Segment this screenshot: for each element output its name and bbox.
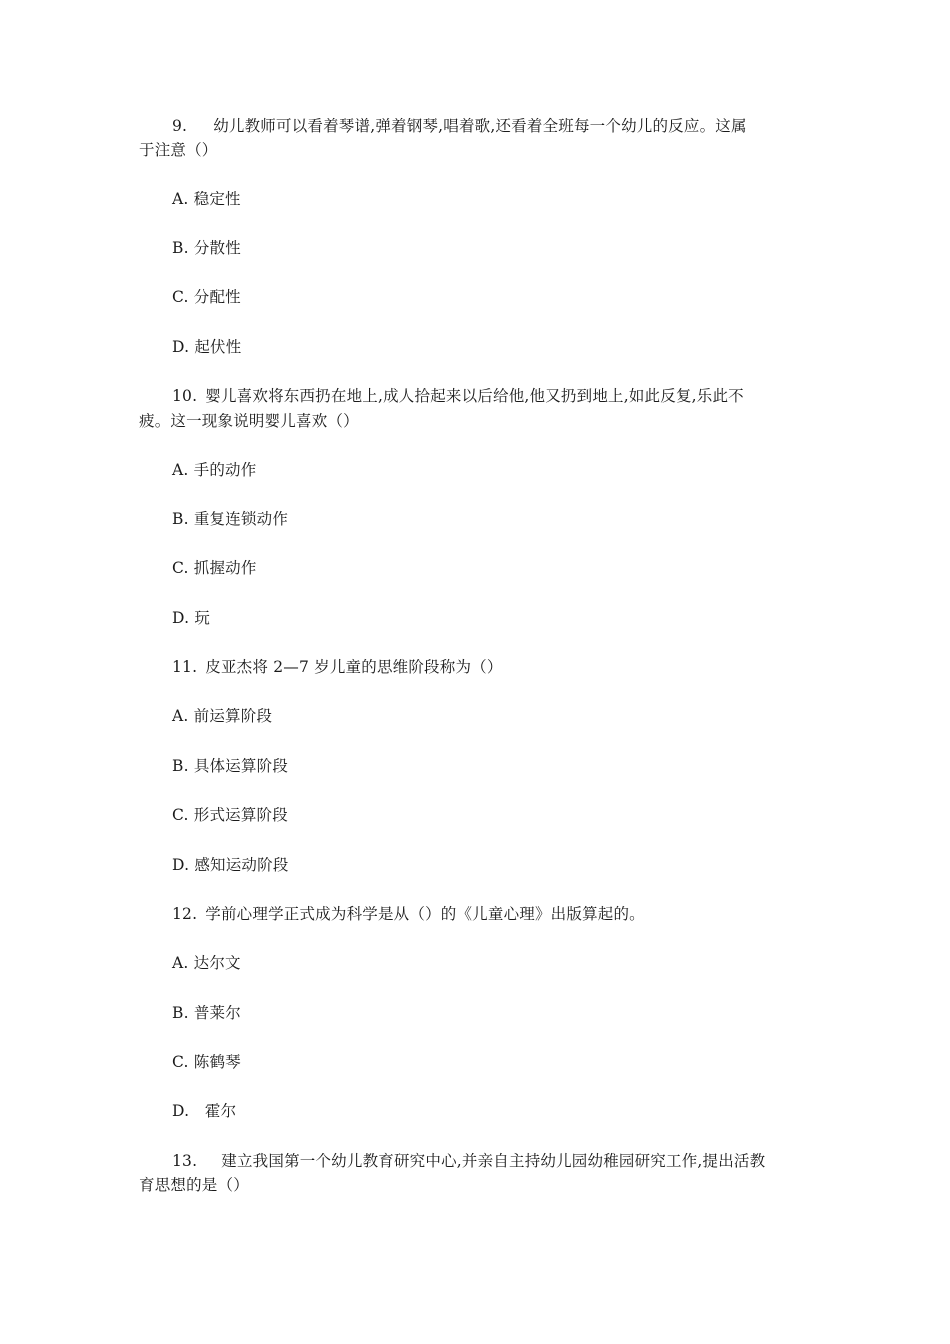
question-number: 13.	[172, 1152, 198, 1170]
question-text: 学前心理学正式成为科学是从（）的《儿童心理》出版算起的。	[205, 905, 645, 923]
question-number: 11.	[172, 658, 198, 676]
question-12-option-b: B. 普莱尔	[172, 1004, 241, 1022]
question-12-option-d: D. 霍尔	[172, 1102, 237, 1120]
question-13-stem	[172, 1151, 765, 1171]
question-13-stem-cont: 育思想的是（）	[139, 1176, 249, 1194]
question-10-option-d: D. 玩	[172, 609, 211, 627]
question-11-option-d: D. 感知运动阶段	[172, 856, 289, 874]
question-11-option-c: C. 形式运算阶段	[172, 806, 288, 824]
question-number: 9.	[172, 117, 188, 135]
question-11-stem	[172, 657, 503, 677]
question-11-option-a: A. 前运算阶段	[172, 707, 273, 725]
question-10-option-c: C. 抓握动作	[172, 559, 257, 577]
question-9-option-b: B. 分散性	[172, 239, 241, 257]
question-9-option-d: D. 起伏性	[172, 338, 242, 356]
question-9-stem-cont: 于注意（）	[139, 141, 218, 159]
question-12-stem	[172, 904, 645, 924]
question-9-option-a: A. 稳定性	[172, 190, 241, 208]
question-text: 幼儿教师可以看着琴谱,弹着钢琴,唱着歌,还看着全班每一个幼儿的反应。这属	[213, 117, 747, 135]
question-10-stem	[172, 386, 744, 406]
question-10-option-a: A. 手的动作	[172, 461, 257, 479]
question-12-option-a: A. 达尔文	[172, 954, 241, 972]
question-10-stem-cont: 疲。这一现象说明婴儿喜欢（）	[139, 412, 359, 430]
question-10-option-b: B. 重复连锁动作	[172, 510, 289, 528]
question-text: 婴儿喜欢将东西扔在地上,成人拾起来以后给他,他又扔到地上,如此反复,乐此不	[205, 387, 744, 405]
question-9-stem	[172, 116, 747, 136]
question-9-option-c: C. 分配性	[172, 288, 241, 306]
question-number: 12.	[172, 905, 198, 923]
question-number: 10.	[172, 387, 198, 405]
question-11-option-b: B. 具体运算阶段	[172, 757, 289, 775]
question-12-option-c: C. 陈鹤琴	[172, 1053, 241, 1071]
question-text: 建立我国第一个幼儿教育研究中心,并亲自主持幼儿园幼稚园研究工作,提出活教	[221, 1152, 766, 1170]
question-text: 皮亚杰将 2—7 岁儿童的思维阶段称为（）	[205, 658, 503, 676]
